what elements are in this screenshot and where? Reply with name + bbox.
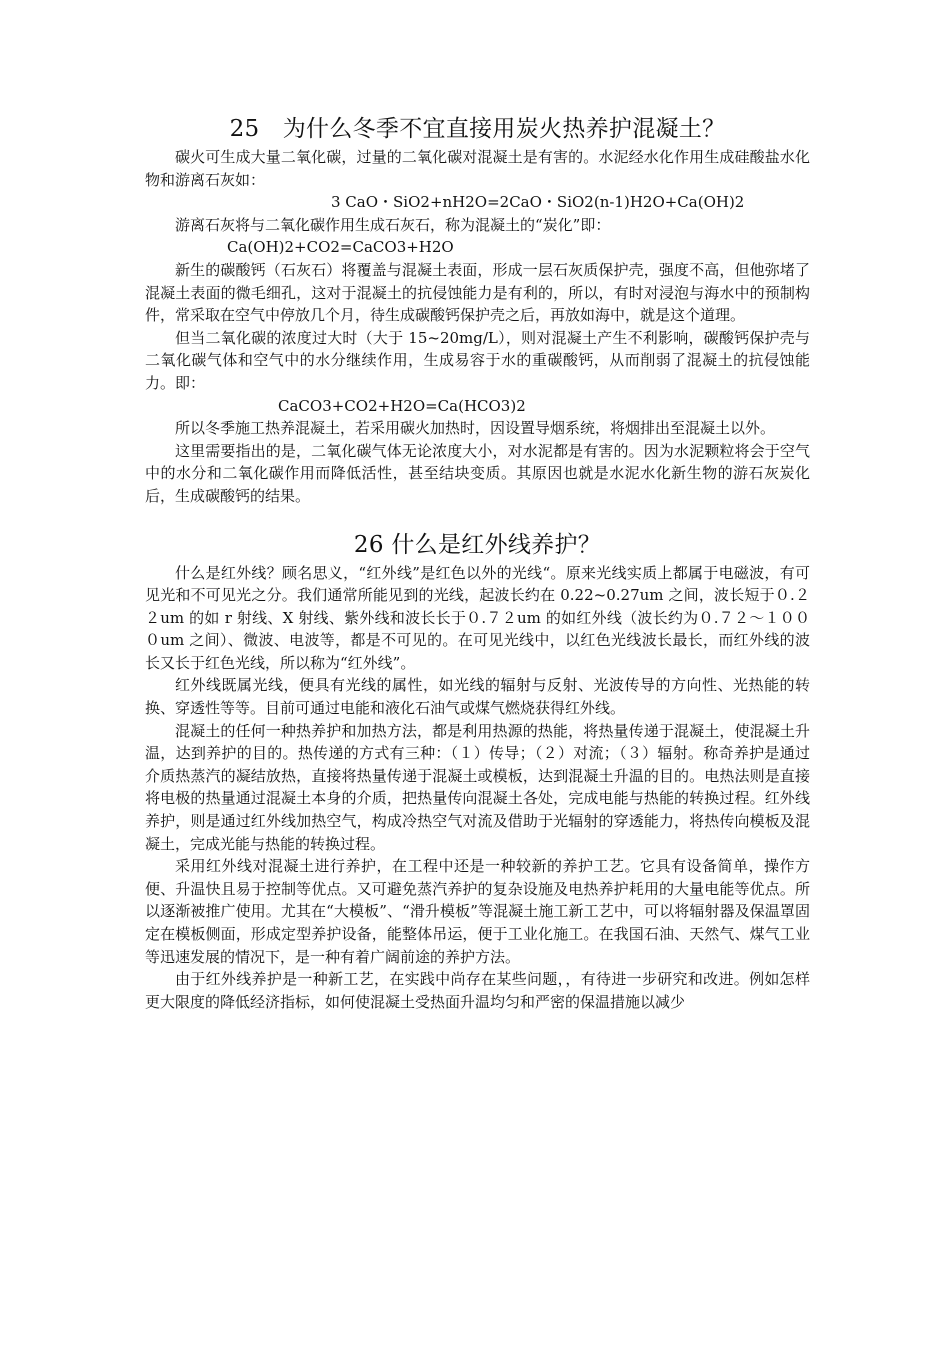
chemical-formula: 3 CaO・SiO2+nH2O=2CaO・SiO2(n-1)H2O+Ca(OH)2 — [331, 193, 745, 212]
paragraph: 新生的碳酸钙（石灰石）将覆盖与混凝土表面，形成一层石灰质保护壳，强度不高，但他弥堵了混凝土表面的微毛细孔，这对于混凝土的抗侵蚀能力是有利的，所以，有时对浸泡与海水中的预制构件，常采取在空气中停放几个月，待生成碳酸钙保护壳之后，再放如海中，就是这个道理。 — [145, 260, 810, 325]
document-body — [145, 112, 810, 1013]
paragraph: 碳火可生成大量二氧化碳，过量的二氧化碳对混凝土是有害的。水泥经水化作用生成硅酸盐水化物和游离石灰如： — [145, 148, 810, 189]
chemical-formula: CaCO3+CO2+H2O=Ca(HCO3)2 — [278, 396, 526, 415]
paragraph: 由于红外线养护是一种新工艺，在实践中尚存在某些问题，，有待进一步研究和改进。例如怎样更大限度的降低经济指标，如何使混凝土受热面升温均匀和严密的保温措施以减少 — [145, 970, 810, 1011]
paragraph: 混凝土的任何一种热养护和加热方法，都是利用热源的热能，将热量传递于混凝土，使混凝土升温，达到养护的目的。热传递的方式有三种：（１）传导；（２）对流；（３）辐射。称奇养护是通过介质热蒸汽的凝结放热，直接将热量传递于混凝土或模板，达到混凝土升温的目的。电热法则是直接将电极的热量通过混凝土本身的介质，把热量传向混凝土各处，完成电能与热能的转换过程。红外线养护，则是通过红外线加热空气，构成冷热空气对流及借助于光辐射的穿透能力，将热传向模板及混凝土，完成光能与热能的转换过程。 — [145, 721, 810, 853]
paragraph: 红外线既属光线，便具有光线的属性，如光线的辐射与反射、光波传导的方向性、光热能的转换、穿透性等等。目前可通过电能和液化石油气或煤气燃烧获得红外线。 — [145, 676, 810, 718]
paragraph: 这里需要指出的是，二氧化碳气体无论浓度大小，对水泥都是有害的。因为水泥颗粒将会于空气中的水分和二氧化碳作用而降低活性，甚至结块变质。其原因也就是水泥水化新生物的游石灰炭化后，生成碳酸钙的结果。 — [145, 441, 810, 505]
paragraph: 但当二氧化碳的浓度过大时（大于 15~20mg/L），则对混凝土产生不利影响，碳酸钙保护壳与二氧化碳气体和空气中的水分继续作用，生成易容于水的重碳酸钙，从而削弱了混凝土的抗侵蚀能力。即： — [145, 328, 810, 392]
section-26-title: 26 什么是红外线养护？ — [353, 531, 602, 558]
paragraph: 采用红外线对混凝土进行养护，在工程中还是一种较新的养护工艺。它具有设备简单，操作方便、升温快且易于控制等优点。又可避免蒸汽养护的复杂设施及电热养护耗用的大量电能等优点。所以逐渐被推广使用。尤其在“大模板”、“滑升模板”等混凝土施工新工艺中，可以将辐射器及保温罩固定在模板侧面，形成定型养护设备，能整体吊运，便于工业化施工。在我国石油、天然气、煤气工业等迅速发展的情况下，是一种有着广阔前途的养护方法。 — [145, 857, 810, 966]
paragraph: 什么是红外线？顾名思义，“红外线”是红色以外的光线“。原来光线实质上都属于电磁波，有可见光和不可见光之分。我们通常所能见到的光线，起波长约在 0.22~0.27um 之间，波长短于０.２２um 的如 r 射线、X 射线、紫外线和波长长于０.７２um 的如红外线（波长约为０.７２～１０００um 之间）、微波、电波等，都是不可见的。在可见光线中，以红色光线波长最长，而红外线的波长又长于红色光线，所以称为“红外线”。 — [145, 563, 810, 672]
paragraph: 游离石灰将与二氧化碳作用生成石灰石，称为混凝土的“炭化”即： — [175, 215, 611, 234]
chemical-formula: Ca(OH)2+CO2=CaCO3+H2O — [227, 238, 454, 257]
section-25-title: 25 为什么冬季不宜直接用炭火热养护混凝土？ — [229, 116, 726, 142]
paragraph: 所以冬季施工热养混凝土，若采用碳火加热时，因设置导烟系统，将烟排出至混凝土以外。 — [175, 419, 776, 438]
